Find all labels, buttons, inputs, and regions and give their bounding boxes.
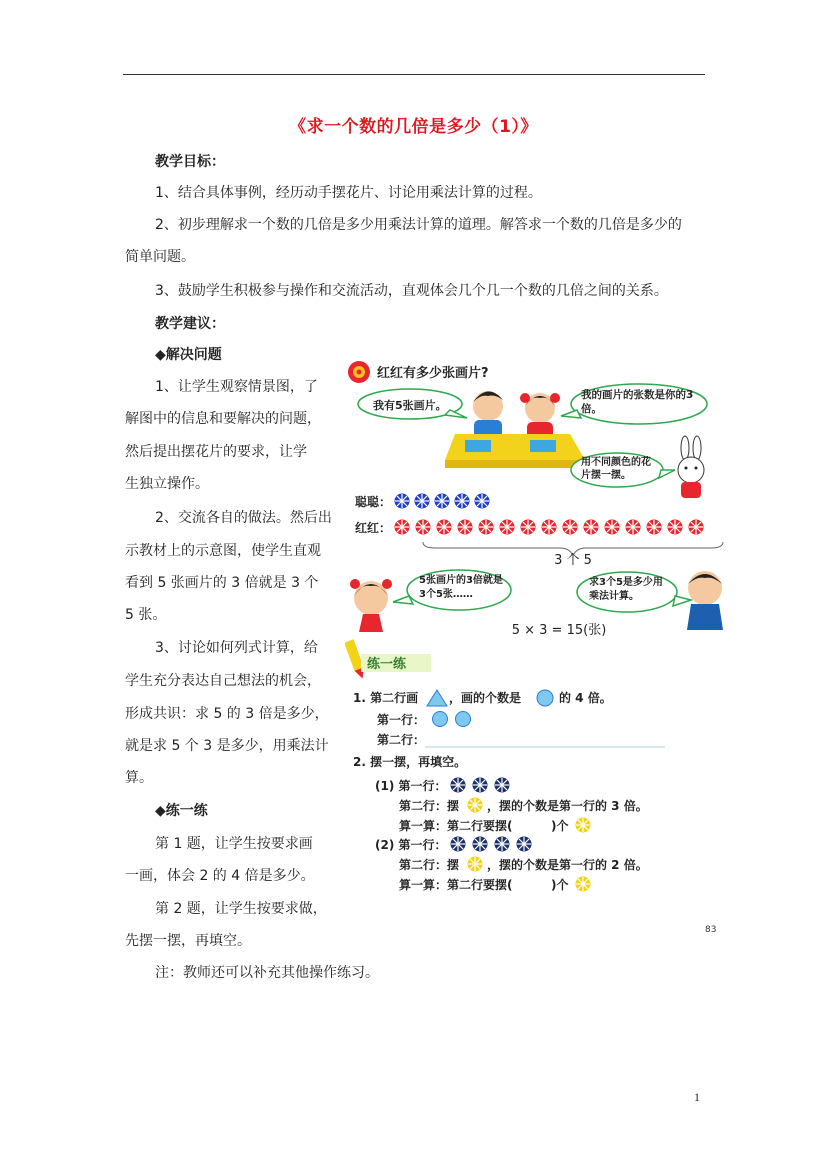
section1-line: 算。 xyxy=(125,770,153,786)
girl-speech-bubble xyxy=(561,384,707,424)
boy2-figure xyxy=(687,571,723,630)
section1-line: 示教材上的示意图，使学生直观 xyxy=(125,543,321,559)
red-flower-icon xyxy=(626,520,641,535)
yellow-flower-icon xyxy=(468,798,483,813)
goal-3: 3、鼓励学生积极参与操作和交流活动，直观体会几个几一个数的几倍之间的关系。 xyxy=(155,283,668,299)
red-flower-icon xyxy=(458,520,473,535)
dark-flower-icon xyxy=(495,837,510,852)
q1-row1-label: 第一行： xyxy=(377,713,426,727)
section1-line: 1、让学生观察情景图，了 xyxy=(155,379,318,395)
red-flower-icon xyxy=(668,520,683,535)
boy-speech-bubble xyxy=(358,389,467,419)
q2a-flowers xyxy=(451,778,510,793)
row2-label: 红红： xyxy=(355,521,392,535)
red-flower-icon xyxy=(395,520,410,535)
flower-badge-icon xyxy=(348,361,370,383)
red-flower-icon xyxy=(542,520,557,535)
dark-flower-icon xyxy=(517,837,532,852)
red-flower-icon xyxy=(416,520,431,535)
q2a-calc-pre: 算一算：第二行要摆( xyxy=(399,819,513,833)
row1-label: 聪聪： xyxy=(355,495,392,509)
section1-heading: ◆解决问题 xyxy=(155,347,222,363)
section1-line: 3、讨论如何列式计算，给 xyxy=(155,640,318,656)
desk xyxy=(445,434,585,468)
section2-line: 第 1 题，让学生按要求画 xyxy=(155,836,313,852)
q2b-calc-post: )个 xyxy=(551,878,569,892)
circle-icon xyxy=(433,712,448,727)
q2-text: 2. 摆一摆，再填空。 xyxy=(353,755,467,769)
red-flower-icon xyxy=(647,520,662,535)
q2b-row2-pre: 第二行：摆 xyxy=(399,858,460,872)
goal-2-cont: 简单问题。 xyxy=(125,249,195,265)
practice-title: 练一练 xyxy=(367,657,407,672)
dark-flower-icon xyxy=(473,837,488,852)
section1-line: 生独立操作。 xyxy=(125,476,209,492)
advice-heading: 教学建议： xyxy=(155,316,225,332)
section2-heading: ◆练一练 xyxy=(155,803,208,819)
dark-flower-icon xyxy=(451,837,466,852)
section1-line: 解图中的信息和要解决的问题， xyxy=(125,411,321,427)
section2-line: 先摆一摆，再填空。 xyxy=(125,933,251,949)
row1-flowers xyxy=(395,494,490,509)
q1-end: 的 4 倍。 xyxy=(559,691,612,705)
red-flower-icon xyxy=(437,520,452,535)
circle-icon xyxy=(456,712,471,727)
goal-2: 2、初步理解求一个数的几倍是多少用乘法计算的道理。解答求一个数的几倍是多少的 xyxy=(155,217,682,233)
red-flower-icon xyxy=(521,520,536,535)
section2-line: 一画，体会 2 的 4 倍是多少。 xyxy=(125,868,315,884)
note: 注：教师还可以补充其他操作练习。 xyxy=(155,965,379,981)
q1-mid: ，画的个数是 xyxy=(449,691,522,705)
blue-flower-icon xyxy=(435,494,450,509)
blue-flower-icon xyxy=(395,494,410,509)
dark-flower-icon xyxy=(495,778,510,793)
q2b-row2-post: ，摆的个数是第一行的 2 倍。 xyxy=(487,858,648,872)
girl2-figure xyxy=(350,579,392,632)
rabbit-speech-bubble xyxy=(571,453,675,487)
blue-flower-icon xyxy=(455,494,470,509)
q2a-row1-label: (1) 第一行： xyxy=(375,779,447,793)
section1-line: 2、交流各自的做法。然后出 xyxy=(155,510,332,526)
q2a-calc-post: )个 xyxy=(551,819,569,833)
goal-1: 1、结合具体事例，经历动手摆花片、讨论用乘法计算的过程。 xyxy=(155,185,542,201)
brace-label: 3 个 5 xyxy=(554,553,592,568)
yellow-flower-icon xyxy=(468,857,483,872)
section1-line: 然后提出摆花片的要求，让学 xyxy=(125,444,307,460)
yellow-flower-icon xyxy=(576,877,591,892)
section2-line: 第 2 题，让学生按要求做， xyxy=(155,901,327,917)
page-title: 《求一个数的几倍是多少（1）》 xyxy=(289,117,538,137)
girl2-speech-bubble xyxy=(393,570,511,610)
rabbit-speech-text: 用不同颜色的花片摆一摆。 xyxy=(581,457,651,481)
yellow-flower-icon xyxy=(576,818,591,833)
q2b-flowers xyxy=(451,837,532,852)
girl2-speech-text: 5张画片的3倍就是3个5张…… xyxy=(419,575,503,600)
red-flower-icon xyxy=(563,520,578,535)
textbook-page-number: 83 xyxy=(705,925,717,935)
section1-line: 形成共识：求 5 的 3 倍是多少， xyxy=(125,706,329,722)
q2b-calc-pre: 算一算：第二行要摆( xyxy=(399,878,513,892)
section1-line: 就是求 5 个 3 是多少，用乘法计 xyxy=(125,738,329,754)
textbook-question: 红红有多少张画片? xyxy=(377,366,489,381)
boy2-speech-bubble xyxy=(577,572,691,612)
header-rule xyxy=(123,74,705,75)
equation: 5 × 3 = 15(张) xyxy=(511,623,607,638)
blue-flower-icon xyxy=(475,494,490,509)
section1-line: 看到 5 张画片的 3 倍就是 3 个 xyxy=(125,575,319,591)
girl-speech-text: 我的画片的张数是你的3倍。 xyxy=(581,389,694,415)
rabbit-figure xyxy=(678,436,704,498)
triangle-icon xyxy=(427,690,447,706)
q2a-row2-pre: 第二行：摆 xyxy=(399,799,460,813)
red-flower-icon xyxy=(479,520,494,535)
page-number: 1 xyxy=(694,1090,700,1104)
red-flower-icon xyxy=(500,520,515,535)
q1-row2-label: 第二行： xyxy=(377,733,426,747)
boy2-speech-text: 求3个5是多少用乘法计算。 xyxy=(589,577,663,602)
section1-line: 学生充分表达自己想法的机会， xyxy=(125,673,321,689)
textbook-illustration xyxy=(345,352,730,942)
goals-heading: 教学目标： xyxy=(155,154,225,170)
blue-flower-icon xyxy=(415,494,430,509)
dark-flower-icon xyxy=(451,778,466,793)
q1-text: 1. 第二行画 xyxy=(353,691,419,705)
circle-icon xyxy=(537,690,553,706)
section1-line: 5 张。 xyxy=(125,607,167,623)
red-flower-icon xyxy=(584,520,599,535)
q2a-row2-post: ，摆的个数是第一行的 3 倍。 xyxy=(487,799,648,813)
red-flower-icon xyxy=(689,520,704,535)
q2b-row1-label: (2) 第一行： xyxy=(375,838,447,852)
boy-speech-text: 我有5张画片。 xyxy=(373,399,447,412)
red-flower-icon xyxy=(605,520,620,535)
dark-flower-icon xyxy=(473,778,488,793)
row2-flowers xyxy=(395,520,704,535)
